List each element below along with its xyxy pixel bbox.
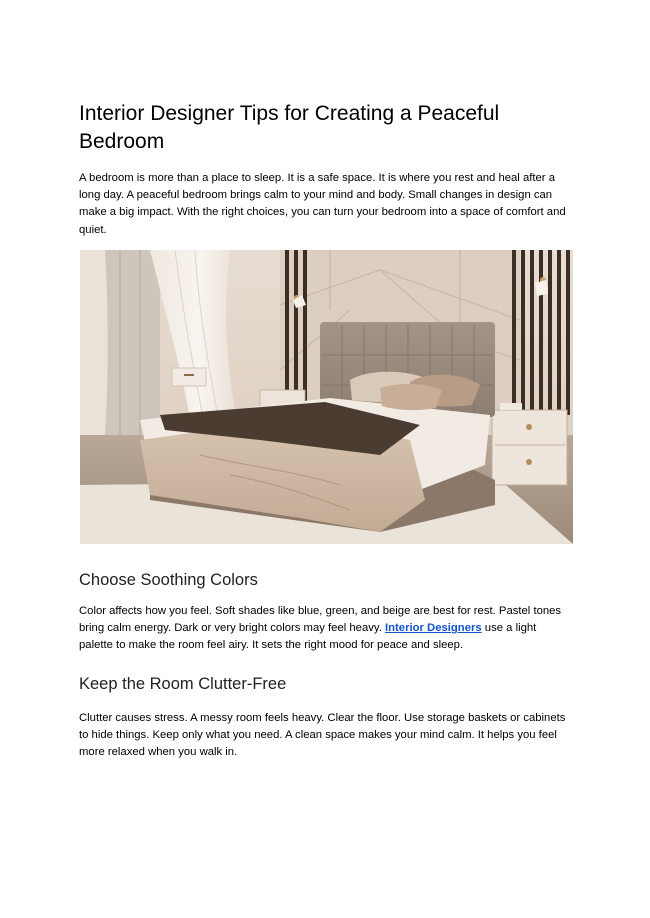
clutter-paragraph: Clutter causes stress. A messy room feels heavy. Clear the floor. Use storage baskets or cabinets to hide things. Keep only what you need. A clean space makes your mind calm. It helps you feel more relaxed when you walk in. [79, 712, 566, 759]
interior-designers-link[interactable]: Interior Designers [384, 622, 482, 635]
intro-paragraph: A bedroom is more than a place to sleep. It is a safe space. It is where you rest and heal after a long day. A peaceful bedroom brings calm to your mind and body. Small changes in design can make a big impact. With the right choices, you can turn your bedroom into a space of comfort and quiet. [79, 172, 566, 236]
colors-text-before: Color affects how you feel. Soft shades like blue, green, and beige are best for rest. Pastel tones bring calm energy. Dark or very bright colors may feel heavy. [79, 605, 562, 635]
colors-text-after: use a light palette to make the room feel airy. It sets the right mood for peace and sleep. [79, 622, 537, 652]
section-heading-colors: Choose Soothing Colors [79, 571, 258, 589]
section-heading-clutter: Keep the Room Clutter-Free [79, 675, 287, 693]
colors-paragraph [79, 603, 571, 655]
page-title: Interior Designer Tips for Creating a Peaceful Bedroom [79, 102, 500, 153]
bedroom-photo [80, 250, 573, 544]
